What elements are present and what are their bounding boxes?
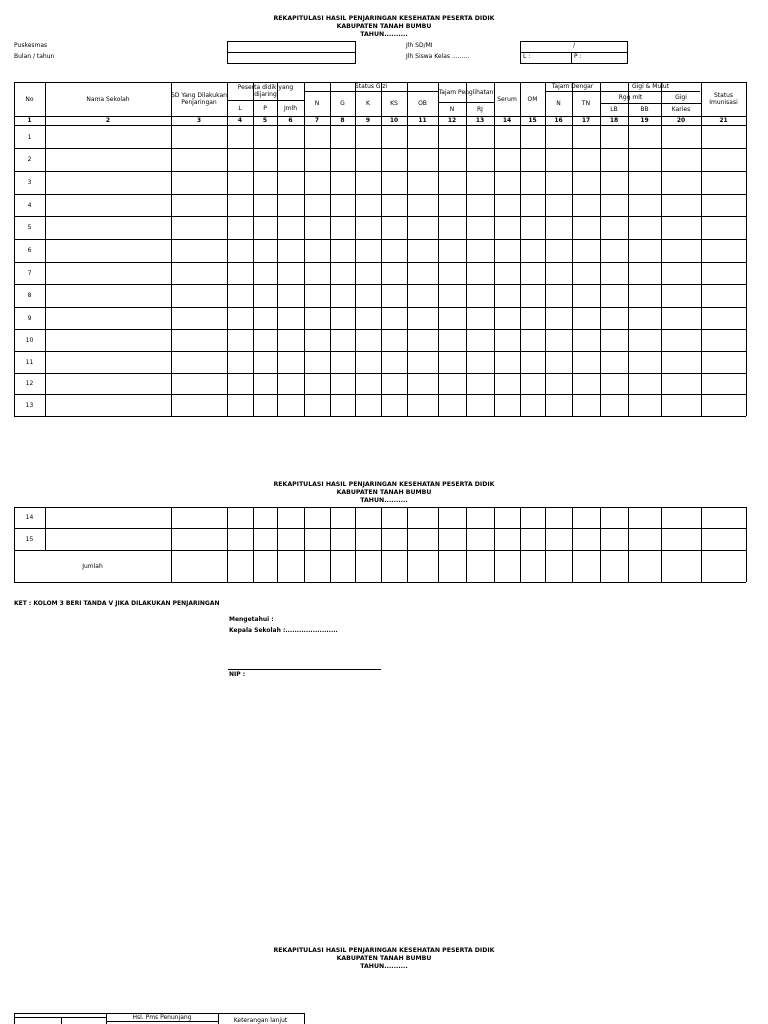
- column-number-cell: 16: [554, 117, 563, 124]
- table3-column-line: [14, 1013, 15, 1024]
- column-number-cell: 17: [581, 117, 591, 124]
- column-number-cell: 12: [447, 117, 457, 124]
- table3-column-line: [106, 1013, 107, 1024]
- header-nama-sekolah: Nama Sekolah: [86, 95, 130, 103]
- header-tajam-dengar: Tajam Dengar: [551, 83, 594, 90]
- header-keterangan: Keterangan lanjut: [233, 1016, 288, 1024]
- column-number-cell: 2: [105, 117, 111, 124]
- row-number-cell: 14: [25, 514, 34, 521]
- column-number-cell: 7: [314, 117, 320, 124]
- header-peserta: Peserta didik yang dijaring: [237, 84, 294, 98]
- column-number-cell: 11: [418, 117, 427, 124]
- puskesmas-label: Puskesmas: [14, 42, 48, 49]
- header-gizi-n: N: [314, 100, 320, 107]
- column-number-cell: 9: [365, 117, 371, 124]
- column-number-cell: 6: [288, 117, 293, 124]
- table3-left-line: [14, 1017, 106, 1018]
- column-number-cell: 1: [27, 117, 32, 124]
- mengetahui-label: Mengetahui :: [229, 616, 274, 623]
- row-number-cell: 2: [27, 156, 32, 163]
- page2-year: TAHUN..........: [360, 497, 408, 504]
- column-number-cell: 18: [609, 117, 619, 124]
- row-number-cell: 8: [27, 292, 32, 299]
- page2-subtitle: KABUPATEN TANAH BUMBU: [336, 489, 432, 496]
- header-om: OM: [527, 95, 538, 103]
- page-title: REKAPITULASI HASIL PENJARINGAN KESEHATAN PESERTA DIDIK: [273, 15, 495, 22]
- jumlah-label: Jumlah: [82, 562, 103, 570]
- column-number-cell: 21: [719, 117, 728, 124]
- column-number-cell: 13: [475, 117, 485, 124]
- row-number-cell: 5: [27, 224, 32, 231]
- row-number-cell: 10: [25, 336, 34, 344]
- column-number-cell: 20: [676, 117, 686, 124]
- row-number-cell: 13: [25, 401, 34, 409]
- header-lihat-n: N: [449, 105, 455, 113]
- row-number-cell: 9: [27, 314, 32, 322]
- header-gizi-k: K: [366, 100, 370, 107]
- row-number-cell: 12: [25, 380, 34, 387]
- column-number-cell: 8: [340, 117, 345, 124]
- header-tajam-penglihatan: Tajam Penglihatan: [438, 88, 494, 96]
- row-number-cell: 1: [27, 133, 32, 141]
- header-bb: BB: [640, 106, 649, 113]
- table3-column-line: [218, 1013, 219, 1024]
- nip-label: NIP :: [229, 671, 246, 678]
- column-number-cell: 15: [528, 117, 537, 124]
- header-dengar-tn: TN: [581, 100, 591, 107]
- page-year: TAHUN..........: [360, 31, 408, 38]
- row-number-cell: 11: [25, 358, 34, 366]
- page-subtitle: KABUPATEN TANAH BUMBU: [336, 23, 432, 30]
- row-number-cell: 6: [27, 247, 32, 254]
- table3-column-line: [304, 1013, 305, 1024]
- header-status-imunisasi: Status Imunisasi: [709, 92, 738, 106]
- header-gigi-mulut: Gigi & Mulut: [631, 83, 670, 90]
- l-label: L :: [523, 53, 531, 60]
- kepala-sekolah-label: Kepala Sekolah :.......................: [229, 627, 338, 634]
- column-number-cell: 4: [237, 117, 243, 124]
- header-lihat-ri: RJ: [477, 105, 483, 113]
- header-jmlh: Jmlh: [283, 104, 298, 112]
- header-rgg-mlt: Rgg mlt: [618, 93, 643, 101]
- column-number-cell: 10: [389, 117, 399, 124]
- row-number-cell: 4: [27, 201, 32, 209]
- table3-sub-line: [106, 1021, 218, 1022]
- header-hsl-pms: Hsl. Pms Penunjang: [132, 1013, 192, 1021]
- column-number-cell: 14: [502, 117, 512, 124]
- row-number-cell: 7: [27, 269, 32, 277]
- table3-column-line: [61, 1017, 62, 1024]
- ket-note: KET : KOLOM 3 BERI TANDA V JIKA DILAKUKAN PENJARINGAN: [14, 600, 220, 607]
- header-sd-yang: SD Yang Dilakukan Penjaringan: [171, 92, 227, 106]
- header-status-gizi: Status Gizi: [354, 83, 388, 90]
- header-serum: Serum: [497, 95, 517, 103]
- header-p: P: [263, 104, 267, 112]
- header-lb: LB: [610, 106, 618, 113]
- header-gizi-g: G: [340, 100, 345, 107]
- row-number-cell: 3: [27, 179, 32, 186]
- page3-title: REKAPITULASI HASIL PENJARINGAN KESEHATAN PESERTA DIDIK: [273, 947, 495, 954]
- header-gizi-ks: KS: [390, 100, 398, 107]
- column-number-cell: 19: [640, 117, 649, 124]
- slash-text: /: [573, 42, 576, 49]
- column-number-cell: 5: [262, 117, 268, 124]
- p-label: P :: [574, 53, 582, 60]
- jlh-siswa-label: Jlh Siswa Kelas .........: [406, 53, 470, 60]
- header-no: No: [25, 95, 34, 103]
- page3-subtitle: KABUPATEN TANAH BUMBU: [336, 955, 432, 962]
- jlh-sd-label: Jlh SD/MI: [406, 42, 433, 49]
- header-gigi: Gigi: [675, 93, 687, 101]
- page3-year: TAHUN..........: [360, 963, 408, 970]
- header-karies: Karies: [671, 106, 691, 113]
- header-gizi-ob: OB: [418, 100, 427, 107]
- bulan-tahun-label: Bulan / tahun: [14, 53, 55, 60]
- column-number-cell: 3: [196, 117, 202, 124]
- row-number-cell: 15: [25, 535, 34, 543]
- header-dengar-n: N: [556, 100, 561, 107]
- table3-top-border: [14, 1013, 304, 1014]
- header-l: L: [238, 104, 242, 112]
- page2-title: REKAPITULASI HASIL PENJARINGAN KESEHATAN PESERTA DIDIK: [273, 481, 495, 488]
